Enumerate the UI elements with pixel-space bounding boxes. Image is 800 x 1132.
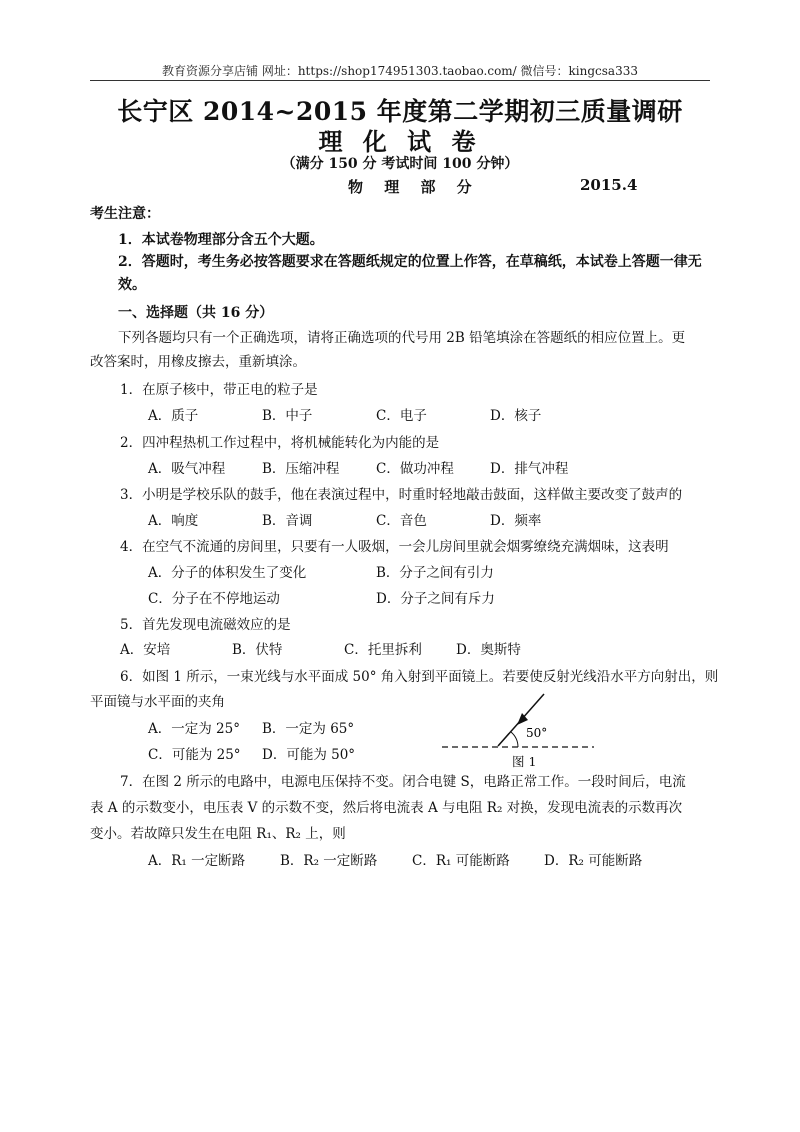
section-title: 物 理 部 分 xyxy=(348,178,480,196)
question-5-option-c: C．托里拆利 xyxy=(344,642,422,658)
part1-heading: 一、选择题（共 16 分） xyxy=(118,305,274,321)
question-6-stem-line-1: 6．如图 1 所示，一束光线与水平面成 50° 角入射到平面镜上。若要使反射光线沿水平方向射出，则 xyxy=(120,669,719,685)
question-7-option-b: B．R₂ 一定断路 xyxy=(280,853,378,869)
notice-heading: 考生注意： xyxy=(90,206,160,222)
question-2-stem: 2．四冲程热机工作过程中，将机械能转化为内能的是 xyxy=(120,435,440,451)
question-6-option-b: B．一定为 65° xyxy=(262,721,355,737)
question-6-option-a: A．一定为 25° xyxy=(148,721,240,737)
question-2-option-a: A．吸气冲程 xyxy=(148,461,226,477)
header-shop-info: 教育资源分享店铺 网址：https://shop174951303.taobao.com/ 微信号：kingcsa333 xyxy=(162,64,638,78)
question-3-option-b: B．音调 xyxy=(262,513,313,529)
question-6-option-c: C．可能为 25° xyxy=(148,747,241,763)
question-4-stem: 4．在空气不流通的房间里，只要有一人吸烟，一会儿房间里就会烟雾缭绕充满烟味，这表明 xyxy=(120,539,669,555)
question-2-option-c: C．做功冲程 xyxy=(376,461,454,477)
figure-1-caption: 图 1 xyxy=(512,754,537,769)
question-4-option-b: B．分子之间有引力 xyxy=(376,565,494,581)
exam-subtitle: 理 化 试 卷 xyxy=(318,127,482,156)
question-1-option-a: A．质子 xyxy=(148,408,199,424)
part1-instructions-line-1: 下列各题均只有一个正确选项，请将正确选项的代号用 2B 铅笔填涂在答题纸的相应位置上。更 xyxy=(118,330,686,346)
question-7-option-c: C．R₁ 可能断路 xyxy=(412,853,510,869)
question-2-option-b: B．压缩冲程 xyxy=(262,461,340,477)
question-5-option-b: B．伏特 xyxy=(232,642,283,658)
angle-arc xyxy=(511,732,518,747)
header-divider xyxy=(90,80,710,81)
question-6-option-d: D．可能为 50° xyxy=(262,747,356,763)
question-1-option-d: D．核子 xyxy=(490,408,542,424)
question-7-option-d: D．R₂ 可能断路 xyxy=(544,853,643,869)
question-2-option-d: D．排气冲程 xyxy=(490,461,569,477)
exam-score-time: （满分 150 分 考试时间 100 分钟） xyxy=(281,156,519,172)
question-1-option-b: B．中子 xyxy=(262,408,313,424)
question-7-stem-line-1: 7．在图 2 所示的电路中，电源电压保持不变。闭合电键 S，电路正常工作。一段时间后，电流 xyxy=(120,774,686,790)
angle-label: 50° xyxy=(526,726,548,740)
question-5-stem: 5．首先发现电流磁效应的是 xyxy=(120,617,291,633)
question-5-option-d: D．奥斯特 xyxy=(456,642,521,658)
question-6-stem-line-2: 平面镜与水平面的夹角 xyxy=(90,694,225,710)
question-7-option-a: A．R₁ 一定断路 xyxy=(148,853,246,869)
question-4-option-a: A．分子的体积发生了变化 xyxy=(148,565,307,581)
exam-title: 长宁区 2014~2015 年度第二学期初三质量调研 xyxy=(117,97,683,126)
question-4-option-d: D．分子之间有斥力 xyxy=(376,591,495,607)
question-5-option-a: A．安培 xyxy=(120,642,171,658)
question-4-option-c: C．分子在不停地运动 xyxy=(148,591,280,607)
notice-item-2-line-1: 2．答题时，考生务必按答题要求在答题纸规定的位置上作答，在草稿纸，本试卷上答题一律无 xyxy=(118,254,702,270)
notice-item-1: 1．本试卷物理部分含五个大题。 xyxy=(118,232,324,248)
question-3-stem: 3．小明是学校乐队的鼓手，他在表演过程中，时重时轻地敲击鼓面，这样做主要改变了鼓声的 xyxy=(120,487,683,503)
part1-instructions-line-2: 改答案时，用橡皮擦去，重新填涂。 xyxy=(90,354,306,370)
question-7-stem-line-3: 变小。若故障只发生在电阻 R₁、R₂ 上，则 xyxy=(90,826,346,842)
question-3-option-c: C．音色 xyxy=(376,513,427,529)
exam-date: 2015.4 xyxy=(580,176,638,194)
notice-item-2-line-2: 效。 xyxy=(118,277,146,293)
question-1-stem: 1．在原子核中，带正电的粒子是 xyxy=(120,382,318,398)
question-3-option-a: A．响度 xyxy=(148,513,199,529)
question-3-option-d: D．频率 xyxy=(490,513,542,529)
question-1-option-c: C．电子 xyxy=(376,408,427,424)
question-7-stem-line-2: 表 A 的示数变小，电压表 V 的示数不变，然后将电流表 A 与电阻 R₂ 对换，发现电流表的示数再次 xyxy=(90,800,683,816)
